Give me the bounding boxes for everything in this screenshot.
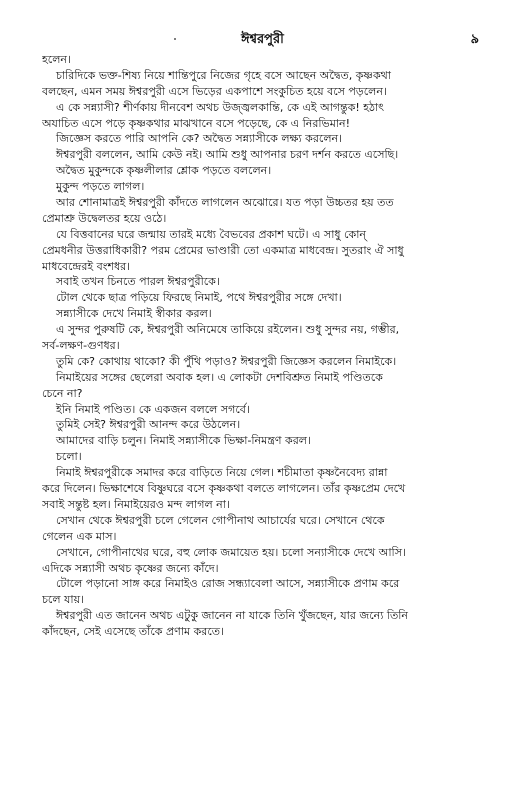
text-line: আমাদের বাড়ি চলুন। নিমাই সন্ন্যাসীকে ভিক্ষা-নিমন্ত্রণ করল। — [56, 434, 311, 448]
text-line: আর শোনামাত্রই ঈশ্বরপুরী কাঁদতে লাগলেন অঝোরে। যত পড়া উচ্চতর হয় তত — [56, 196, 394, 210]
text-line: যে বিত্তবানের ঘরে জন্মায় তারই মধ্যে বৈভবের প্রকাশ ঘটে। এ সাধু কোন্ — [56, 227, 366, 241]
text-line: মুকুন্দ পড়তে লাগল। — [56, 180, 145, 194]
text-line: সন্ন্যাসীকে দেখে নিমাই স্বীকার করল। — [56, 307, 212, 321]
text-line: এ সুন্দর পুরুষটি কে, ঈশ্বরপুরী অনিমেষে তাকিয়ে রইলেন। শুধু সুন্দর নয়, গম্ভীর, — [56, 323, 400, 337]
text-line: সেখানে, গোপীনাথের ঘরে, বহু লোক জমায়েত হয়। চলো সন্যাসীকে দেখে আসি। — [56, 545, 406, 559]
text-line: কাঁদছেন, সেই এসেছে তাঁকে প্রণাম করতে। — [42, 625, 224, 639]
text-line: ঈশ্বরপুরী বললেন, আমি কেউ নই। আমি শুধু আপনার চরণ দর্শন করতে এসেছি। — [56, 148, 399, 162]
text-line: টোল থেকে ছাত্র পড়িয়ে ফিরছে নিমাই, পথে ঈশ্বরপুরীর সঙ্গে দেখা। — [56, 291, 342, 305]
text-line: মাধবেন্দ্রেরই বংশধর। — [42, 259, 131, 273]
text-line: ঈশ্বরপুরী এত জানেন অথচ এটুকু জানেন না যাকে তিনি খুঁজছেন, যার জন্যে তিনি — [56, 609, 408, 623]
text-line: প্রেমধনীর উত্তরাধিকারী? পরম প্রেমের ভাণ্ডারী তো একমাত্র মাধবেন্দ্র। সুতরাং ঐ সাধু — [42, 243, 404, 257]
page-number: ৯ — [470, 32, 479, 47]
text-line: ইনি নিমাই পণ্ডিত। কে একজন বললে সগর্বে। — [56, 402, 250, 416]
text-line: বলছেন, এমন সময় ঈশ্বরপুরী এসে ভিড়ের একপাশে সংকুচিত হয়ে বসে পড়লেন। — [42, 84, 387, 98]
text-line: গেলেন এক মাস। — [42, 529, 117, 543]
text-line: অদ্বৈত মুকুন্দকে কৃষ্ণলীলার শ্লোক পড়তে বললেন। — [56, 164, 272, 178]
text-line: চেনে না? — [42, 386, 83, 400]
text-line: তুমি কে? কোথায় থাকো? কী পুঁথি পড়াও? ঈশ্বরপুরী জিজ্ঞেস করলেন নিমাইকে। — [56, 354, 397, 368]
text-line: এদিকে সন্ন্যাসী অথচ কৃষ্ণের জন্যে কাঁদে। — [42, 561, 219, 575]
text-line: সবাই তখন চিনতে পারল ঈশ্বরপুরীকে। — [56, 275, 220, 289]
text-line: টোলে পড়ানো সাঙ্গ করে নিমাইও রোজ সন্ধ্যাবেলা আসে, সন্ন্যাসীকে প্রণাম করে — [56, 577, 400, 591]
text-line: জিজ্ঞেস করতে পারি আপনি কে? অদ্বৈত সন্ন্যাসীকে লক্ষ্য করলেন। — [56, 132, 343, 146]
text-line: চলে যায়। — [42, 593, 84, 607]
text-line: সবাই সন্তুষ্ট হল। নিমাইয়েরও মন্দ লাগল না। — [42, 497, 230, 511]
text-line: নিমাই ঈশ্বরপুরীকে সমাদর করে বাড়িতে নিয়ে গেল। শচীমাতা কৃষ্ণনৈবেদ্য রান্না — [56, 466, 388, 480]
text-line: চলো। — [56, 450, 82, 464]
page-header — [42, 22, 483, 48]
text-line: অযাচিত এসে পড়ে কৃষ্ণকথার মাঝখানে বসে পড়েছে, কে এ নিরভিমান! — [42, 116, 351, 130]
running-title: ঈশ্বরপুরী — [241, 32, 284, 47]
text-line: এ কে সন্ন্যাসী? শীর্ণকায় দীনবেশ অথচ উজ্জ্বলকান্তি, কে এই আগন্তুক! হঠাৎ — [56, 100, 385, 114]
text-line: চারিদিকে ভক্ত-শিষ্য নিয়ে শান্তিপুরে নিজের গৃহে বসে আছেন অদ্বৈত, কৃষ্ণকথা — [56, 68, 391, 82]
text-line: হলেন। — [42, 53, 71, 66]
text-line: প্রেমাশ্রু উদ্বেলতর হয়ে ওঠে। — [42, 211, 167, 225]
text-line: তুমিই সেই? ঈশ্বরপুরী আনন্দ করে উঠলেন। — [56, 418, 241, 432]
body-text — [42, 52, 483, 640]
text-line: সর্ব-লক্ষণ-গুণধর। — [42, 339, 120, 353]
text-line: সেখান থেকে ঈশ্বরপুরী চলে গেলেন গোপীনাথ আচার্যের ঘরে। সেখানে থেকে — [56, 513, 385, 527]
text-line: নিমাইয়ের সঙ্গের ছেলেরা অবাক হল। এ লোকটা দেশবিশ্রুত নিমাই পণ্ডিতকে — [56, 370, 383, 384]
text-line: করে দিলেন। ভিক্ষাশেষে বিষ্ণুঘরে বসে কৃষ্ণকথা বলতে লাগলেন। তাঁর কৃষ্ণপ্রেম দেখে — [42, 482, 406, 496]
